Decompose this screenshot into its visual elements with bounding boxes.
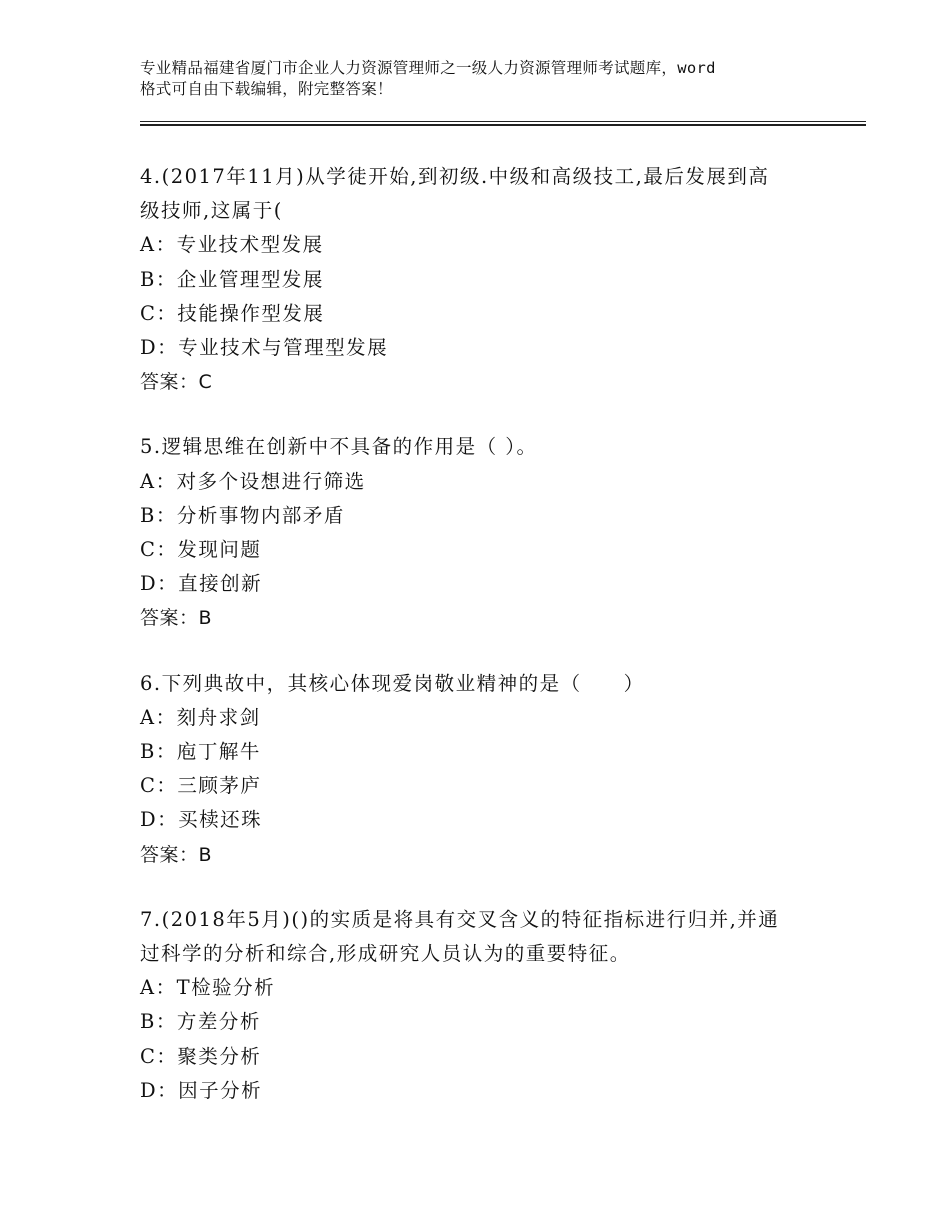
- option-d: D：买椟还珠: [140, 808, 263, 832]
- option-a: A：T检验分析: [140, 976, 276, 1000]
- option-c: C：三顾茅庐: [140, 774, 262, 798]
- option-c: C：发现问题: [140, 538, 262, 562]
- option-a: A：对多个设想进行筛选: [140, 469, 366, 493]
- option-c: C：聚类分析: [140, 1044, 262, 1068]
- answer-label: 答案：B: [140, 843, 213, 866]
- answer-label: 答案：B: [140, 607, 213, 630]
- question-stem-line-2: 级技师,这属于(: [140, 199, 283, 223]
- question-stem-line-1: 4.(2017年11月)从学徒开始,到初级.中级和高级技工,最后发展到高: [140, 165, 770, 188]
- question-stem: 5.逻辑思维在创新中不具备的作用是（ ）。: [140, 435, 538, 459]
- option-b: B：庖丁解牛: [140, 740, 261, 764]
- question-stem: [140, 903, 820, 971]
- question-6: [140, 667, 840, 872]
- header-divider-thin: [140, 121, 866, 122]
- header-line-2: 格式可自由下载编辑，附完整答案！: [140, 80, 393, 98]
- question-stem-line-1: 7.(2018年5月)()的实质是将具有交叉含义的特征指标进行归并,并通: [140, 907, 780, 931]
- question-4: [140, 160, 840, 399]
- option-b: B：企业管理型发展: [140, 267, 324, 291]
- answer-label: 答案：C: [140, 371, 213, 394]
- question-stem-line-2: 过科学的分析和综合,形成研究人员认为的重要特征。: [140, 942, 631, 966]
- option-a: A：刻舟求剑: [140, 705, 261, 729]
- question-stem: 6.下列典故中，其核心体现爱岗敬业精神的是（ ）: [140, 671, 645, 695]
- option-c: C：技能操作型发展: [140, 301, 325, 325]
- question-stem: [140, 160, 820, 228]
- question-5: [140, 430, 840, 635]
- option-d: D：直接创新: [140, 572, 263, 596]
- question-list: [140, 160, 840, 1139]
- option-b: B：方差分析: [140, 1010, 261, 1034]
- document-header: [140, 58, 830, 100]
- header-divider-thick: [140, 124, 866, 126]
- option-d: D：因子分析: [140, 1078, 263, 1102]
- option-a: A：专业技术型发展: [140, 233, 324, 257]
- option-b: B：分析事物内部矛盾: [140, 503, 345, 527]
- option-d: D：专业技术与管理型发展: [140, 336, 389, 360]
- header-line-1: 专业精品福建省厦门市企业人力资源管理师之一级人力资源管理师考试题库，word: [140, 59, 716, 77]
- question-7: [140, 903, 840, 1108]
